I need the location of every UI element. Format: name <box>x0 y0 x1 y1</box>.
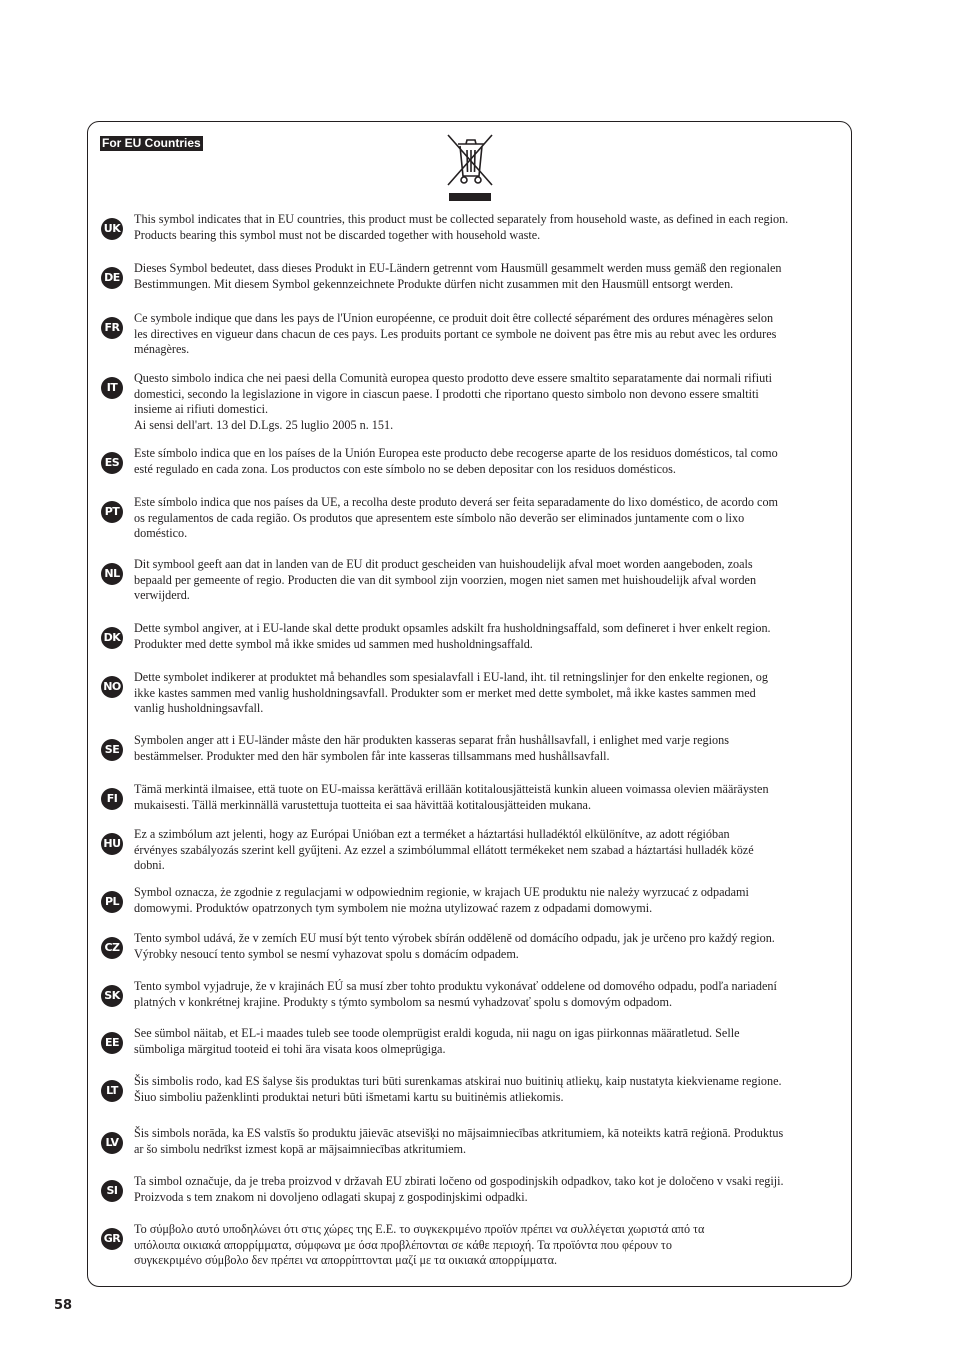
country-code-badge: DK <box>101 627 123 649</box>
notice-text: Dette symbol angiver, at i EU-lande skal dette produkt opsamles adskilt fra husholdningsaffald, som defineret i hver enkelt region. Produkter med dette symbol må ikke smides ud sammen med husholdningsaffald. <box>134 621 771 651</box>
country-code-badge: IT <box>101 377 123 399</box>
notice-text: Este símbolo indica que nos países da UE, a recolha deste produto deverá ser feita separadamente do lixo doméstico, de acordo com os regulamentos de cada região. Os produtos que apresentem este símbolo não deverão ser eliminados juntamente com o lixo doméstico. <box>134 495 779 540</box>
country-code-badge: PL <box>101 891 123 913</box>
notice-text: Dieses Symbol bedeutet, dass dieses Produkt in EU-Ländern getrennt vom Hausmüll gesammelt werden muss gemäß den regionalen Bestimmungen. Mit diesem Symbol gekennzeichnete Produkte dürfen nicht zusammen mit den Hausmüll entsorgt werden. <box>134 261 782 291</box>
notice-text: Dette symbolet indikerer at produktet må behandles som spesialavfall i EU-land, iht. til retningslinjer for den enkelte regionen, og ikke kastes sammen med vanlig husholdningsavfall. Produkter som er merket med dette symbolet, må ikke kastes sammen med vanlig husholdningsavfall. <box>134 670 768 715</box>
page-number: 58 <box>54 1298 73 1313</box>
country-code-badge: NO <box>101 676 123 698</box>
country-code-badge: EE <box>101 1032 123 1054</box>
notice-text: Šis simbolis rodo, kad ES šalyse šis produktas turi būti surenkamas atskirai nuo buitinių atliekų, kaip nustatyta kiekviename regione. Šiuo simboliu paženklinti produktai neturi būti išmetami kartu su buitinėmis atliekomis. <box>134 1074 782 1104</box>
notice-text: This symbol indicates that in EU countries, this product must be collected separately from household waste, as defined in each region. Products bearing this symbol must not be discarded together with household waste. <box>134 212 789 242</box>
country-code-badge: NL <box>101 563 123 585</box>
country-code-badge: GR <box>101 1228 123 1250</box>
country-code-badge: LT <box>101 1080 123 1102</box>
crossed-out-wheeled-bin-icon <box>444 133 494 203</box>
notice-text: Questo simbolo indica che nei paesi della Comunità europea questo prodotto deve essere smaltito separatamente dai normali rifiuti domestici, secondo la legislazione in vigore in ciascun paese. I prodotti che riportano questo simbolo non devono essere smaltiti insieme ai rifiuti domestici. Ai sensi dell'art. 13 del D.Lgs. 25 luglio 2005 n. 151. <box>134 371 772 432</box>
notice-text: Ce symbole indique que dans les pays de l'Union européenne, ce produit doit être collecté séparément des ordures ménagères selon les directives en vigueur dans chacun de ces pays. Les produits portant ce symbole ne doivent pas être mis au rebut avec les ordures ménagères. <box>134 311 777 356</box>
country-code-badge: FR <box>101 317 123 339</box>
country-code-badge: SI <box>101 1180 123 1202</box>
notice-text: See sümbol näitab, et EL-i maades tuleb see toode olemprügist eraldi koguda, nii nagu on igas piirkonnas määratletud. Selle sümboliga märgitud tooteid ei tohi ära visata koos olmeprügiga. <box>134 1026 740 1056</box>
notice-text: Tento symbol vyjadruje, že v krajinách EÚ sa musí zber tohto produktu vykonávať oddelene od domového odpadu, podľa nariadení platných v konkrétnej krajine. Produkty s týmto symbolom sa nesmú vyhadzovať spolu s domovým odpadom. <box>134 979 777 1009</box>
country-code-badge: PT <box>101 501 123 523</box>
notice-text: Ta simbol označuje, da je treba proizvod v državah EU zbirati ločeno od gospodinjskih odpadkov, tako kot je določeno v vsaki regiji. Proizvoda s tem znakom ni dovoljeno odlagati skupaj z gospodinjskimi odpadki. <box>134 1174 784 1204</box>
country-code-badge: SK <box>101 985 123 1007</box>
notice-text: Symbolen anger att i EU-länder måste den här produkten kasseras separat från hushållsavfall, i enlighet med varje regions bestämmelser. Produkter med den här symbolen får inte kasseras tillsammans med hushållsavfall. <box>134 733 729 763</box>
notice-text: Ez a szimbólum azt jelenti, hogy az Európai Unióban ezt a terméket a háztartási hulladéktól elkülönítve, az adott régióban érvényes szabályozás szerint kell gyűjteni. Az ezzel a szimbólummal ellátott termékeket nem szabad a háztartási hulladék közé dobni. <box>134 827 754 872</box>
country-code-badge: UK <box>101 218 123 240</box>
notice-text: Το σύμβολο αυτό υποδηλώνει ότι στις χώρες της Ε.Ε. το συγκεκριμένο προϊόν πρέπει να συλλέγεται χωριστά από τα υπόλοιπα οικιακά απορρίμματα, σύμφωνα με όσα προβλέπονται σε κάθε περιοχή. Τα προϊόντα που φέρουν το συγκεκριμένο σύμβολο δεν πρέπει να απορρίπτονται μαζί με τα οικιακά απορρίμματα. <box>134 1222 705 1267</box>
notice-text: Tämä merkintä ilmaisee, että tuote on EU-maissa kerättävä erillään kotitalousjätteistä kunkin alueen voimassa olevien määräysten mukaisesti. Tällä merkinnällä varustettuja tuotteita ei saa hävittää kotitalousjätteiden mukana. <box>134 782 769 812</box>
notice-text: Este símbolo indica que en los países de la Unión Europea este producto debe recogerse aparte de los residuos domésticos, tal como esté regulado en cada zona. Los productos con este símbolo no se deben depositar con los residuos domésticos. <box>134 446 778 476</box>
country-code-badge: ES <box>101 452 123 474</box>
notice-text: Dit symbool geeft aan dat in landen van de EU dit product gescheiden van huishoudelijk afval moet worden aangeboden, zoals bepaald per gemeente of regio. Producten die van dit symbool zijn voorzien, mogen niet samen met huishoudelijk afval worden verwijderd. <box>134 557 757 602</box>
notice-text: Symbol oznacza, że zgodnie z regulacjami w odpowiednim regionie, w krajach UE produktu nie należy wyrzucać z odpadami domowymi. Produktów opatrzonych tym symbolem nie można utylizować razem z odpadami domowymi. <box>134 885 749 915</box>
country-code-badge: DE <box>101 267 123 289</box>
country-code-badge: SE <box>101 739 123 761</box>
notice-text: Tento symbol udává, že v zemích EU musí být tento výrobek sbírán odděleně od domácího odpadu, jak je určeno pro každý region. Výrobky nesoucí tento symbol se nesmí vyhazovat spolu s domácím odpadem. <box>134 931 775 961</box>
country-code-badge: FI <box>101 788 123 810</box>
notice-text: Šis simbols norāda, ka ES valstīs šo produktu jāievāc atsevišķi no mājsaimniecības atkritumiem, kā noteikts katrā reģionā. Produktus ar šo simbolu nedrīkst izmest kopā ar mājsaimniecības atkritumiem. <box>134 1126 784 1156</box>
country-code-badge: LV <box>101 1132 123 1154</box>
country-code-badge: CZ <box>101 937 123 959</box>
eu-countries-label: For EU Countries <box>102 136 201 150</box>
country-code-badge: HU <box>101 833 123 855</box>
